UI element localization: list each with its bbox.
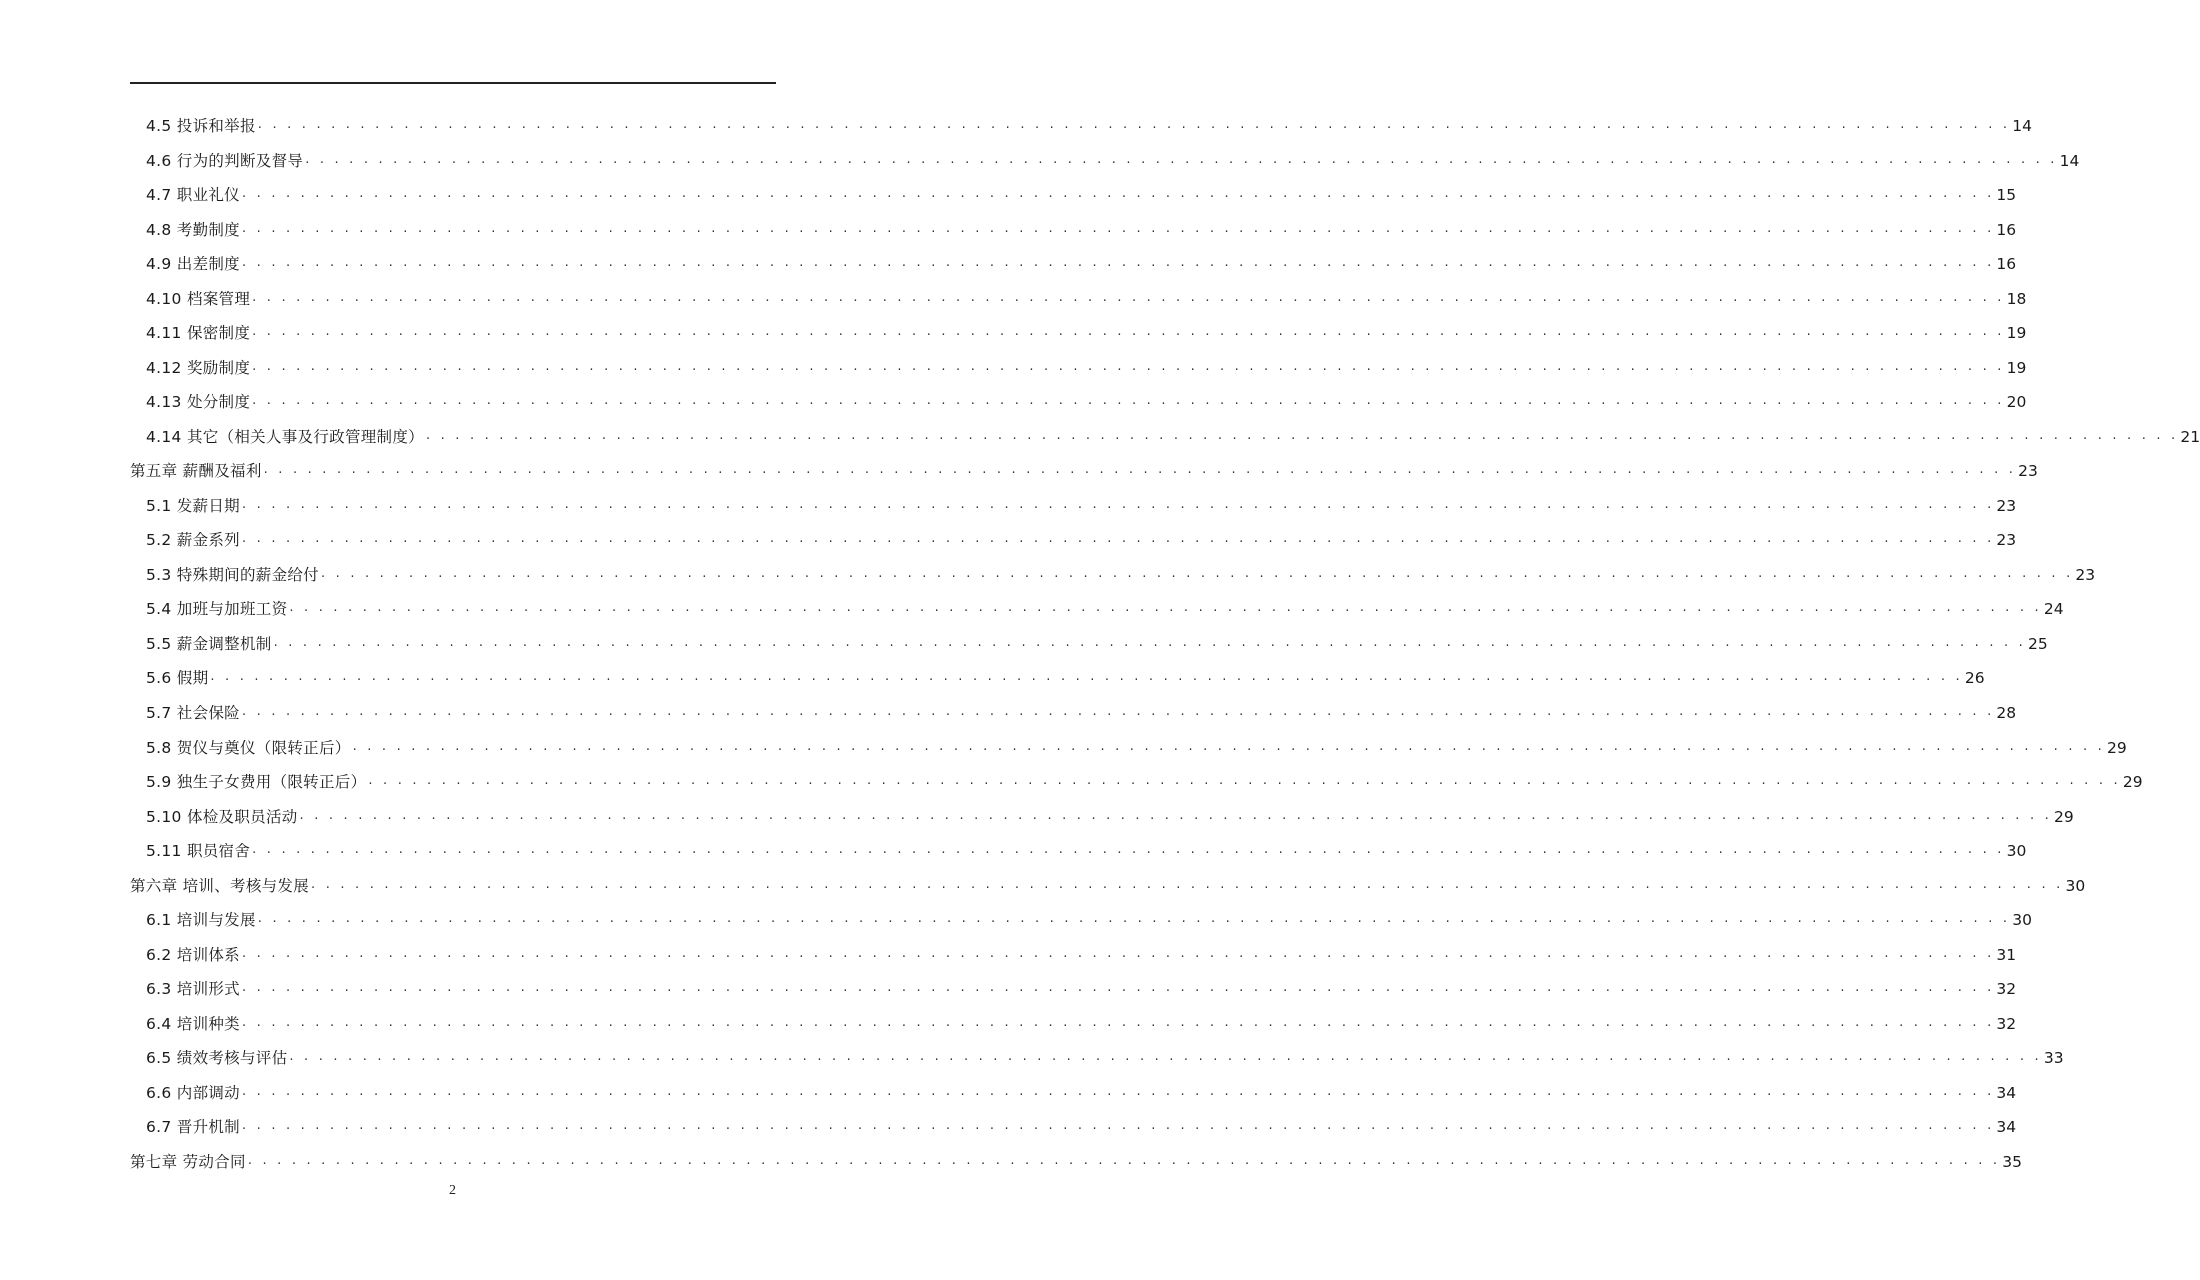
toc-section-entry[interactable] <box>146 522 2017 550</box>
toc-entry-label: 6.6 内部调动 <box>146 1084 240 1102</box>
toc-dot-leader: . . . . . . . . . . . . . . . . . . . . . . . . . . . . . . . . . . . . . . . . . . . . . . . . . . . . . . . . . . . . . . . . . . . . . . . . . . . . . . . . . . . . . . . . . . . . . . . . . . . . . . . . . . . . . . . . . . . . . . . . <box>257 117 2011 132</box>
toc-chapter-entry[interactable] <box>130 868 2086 896</box>
toc-entry-label: 4.7 职业礼仪 <box>146 186 240 204</box>
toc-entry-page: 30 <box>2006 842 2027 860</box>
toc-entry-page: 15 <box>1996 186 2017 204</box>
toc-entry-label: 6.2 培训体系 <box>146 946 240 964</box>
toc-entry-label: 第七章 劳动合同 <box>130 1153 246 1171</box>
toc-dot-leader: . . . . . . . . . . . . . . . . . . . . . . . . . . . . . . . . . . . . . . . . . . . . . . . . . . . . . . . . . . . . . . . . . . . . . . . . . . . . . . . . . . . . . . . . . . . . . . . . . . . . . . . . . . . . . . . . . . . . . . . . <box>263 462 2017 477</box>
toc-entry-label: 5.3 特殊期间的薪金给付 <box>146 566 319 584</box>
toc-entry-label: 5.1 发薪日期 <box>146 497 240 515</box>
toc-entry-label: 4.11 保密制度 <box>146 324 251 342</box>
toc-entry-page: 26 <box>1964 669 1985 687</box>
toc-dot-leader: . . . . . . . . . . . . . . . . . . . . . . . . . . . . . . . . . . . . . . . . . . . . . . . . . . . . . . . . . . . . . . . . . . . . . . . . . . . . . . . . . . . . . . . . . . . . . . . . . . . . . . . . . . . . . . . . . . . . . . . . <box>289 600 2042 615</box>
toc-entry-page: 20 <box>2006 393 2027 411</box>
toc-entry-label: 4.12 奖励制度 <box>146 359 251 377</box>
toc-entry-label: 4.6 行为的判断及督导 <box>146 152 304 170</box>
toc-section-entry[interactable] <box>146 177 2017 205</box>
toc-dot-leader: . . . . . . . . . . . . . . . . . . . . . . . . . . . . . . . . . . . . . . . . . . . . . . . . . . . . . . . . . . . . . . . . . . . . . . . . . . . . . . . . . . . . . . . . . . . . . . . . . . . . . . . . . . . . . . . . . . . . . . . . <box>241 255 1995 270</box>
toc-entry-label: 第六章 培训、考核与发展 <box>130 877 310 895</box>
toc-dot-leader: . . . . . . . . . . . . . . . . . . . . . . . . . . . . . . . . . . . . . . . . . . . . . . . . . . . . . . . . . . . . . . . . . . . . . . . . . . . . . . . . . . . . . . . . . . . . . . . . . . . . . . . . . . . . . . . . . . . . . . . . <box>305 152 2058 167</box>
toc-dot-leader: . . . . . . . . . . . . . . . . . . . . . . . . . . . . . . . . . . . . . . . . . . . . . . . . . . . . . . . . . . . . . . . . . . . . . . . . . . . . . . . . . . . . . . . . . . . . . . . . . . . . . . . . . . . . . . . . . . . . . . . . <box>252 393 2005 408</box>
toc-entry-page: 30 <box>2012 911 2032 929</box>
toc-entry-label: 4.8 考勤制度 <box>146 221 240 239</box>
toc-section-entry[interactable] <box>146 833 2027 861</box>
toc-dot-leader: . . . . . . . . . . . . . . . . . . . . . . . . . . . . . . . . . . . . . . . . . . . . . . . . . . . . . . . . . . . . . . . . . . . . . . . . . . . . . . . . . . . . . . . . . . . . . . . . . . . . . . . . . . . . . . . . . . . . . . . . <box>252 842 2005 857</box>
toc-entry-label: 5.11 职员宿舍 <box>146 842 251 860</box>
toc-entry-page: 34 <box>1996 1118 2017 1136</box>
toc-section-entry[interactable] <box>146 557 2096 585</box>
toc-section-entry[interactable] <box>146 488 2017 516</box>
toc-entry-page: 29 <box>2053 808 2074 826</box>
toc-section-entry[interactable] <box>146 246 2017 274</box>
toc-entry-page: 16 <box>1996 255 2017 273</box>
toc-entry-page: 14 <box>2059 152 2080 170</box>
toc-dot-leader: . . . . . . . . . . . . . . . . . . . . . . . . . . . . . . . . . . . . . . . . . . . . . . . . . . . . . . . . . . . . . . . . . . . . . . . . . . . . . . . . . . . . . . . . . . . . . . . . . . . . . . . . . . . . . . . . . . . . . . . . <box>241 704 1995 719</box>
toc-dot-leader: . . . . . . . . . . . . . . . . . . . . . . . . . . . . . . . . . . . . . . . . . . . . . . . . . . . . . . . . . . . . . . . . . . . . . . . . . . . . . . . . . . . . . . . . . . . . . . . . . . . . . . . . . . . . . . . . . . . . . . . . <box>241 531 1995 546</box>
toc-entry-page: 33 <box>2043 1049 2064 1067</box>
toc-entry-page: 23 <box>2018 462 2038 480</box>
toc-section-entry[interactable] <box>146 695 2017 723</box>
toc-dot-leader: . . . . . . . . . . . . . . . . . . . . . . . . . . . . . . . . . . . . . . . . . . . . . . . . . . . . . . . . . . . . . . . . . . . . . . . . . . . . . . . . . . . . . . . . . . . . . . . . . . . . . . . . . . . . . . . . . . . . . . . . <box>299 808 2052 823</box>
toc-entry-page: 32 <box>1996 1015 2017 1033</box>
toc-section-entry[interactable] <box>146 591 2064 619</box>
toc-entry-page: 28 <box>1996 704 2017 722</box>
toc-dot-leader: . . . . . . . . . . . . . . . . . . . . . . . . . . . . . . . . . . . . . . . . . . . . . . . . . . . . . . . . . . . . . . . . . . . . . . . . . . . . . . . . . . . . . . . . . . . . . . . . . . . . . . . . . . . . . . . . . . . . . . . . <box>311 877 2064 892</box>
toc-section-entry[interactable] <box>146 143 2080 171</box>
toc-entry-page: 18 <box>2006 290 2027 308</box>
toc-entry-label: 5.10 体检及职员活动 <box>146 808 298 826</box>
toc-dot-leader: . . . . . . . . . . . . . . . . . . . . . . . . . . . . . . . . . . . . . . . . . . . . . . . . . . . . . . . . . . . . . . . . . . . . . . . . . . . . . . . . . . . . . . . . . . . . . . . . . . . . . . . . . . . . . . . . . . . . . . . . <box>252 290 2005 305</box>
toc-entry-label: 第五章 薪酬及福利 <box>130 462 262 480</box>
toc-entry-label: 4.13 处分制度 <box>146 393 251 411</box>
toc-entry-label: 4.9 出差制度 <box>146 255 240 273</box>
toc-entry-page: 24 <box>2043 600 2064 618</box>
header-rule <box>130 82 776 84</box>
toc-dot-leader: . . . . . . . . . . . . . . . . . . . . . . . . . . . . . . . . . . . . . . . . . . . . . . . . . . . . . . . . . . . . . . . . . . . . . . . . . . . . . . . . . . . . . . . . . . . . . . . . . . . . . . . . . . . . . . . . . . . . . . . . <box>241 497 1995 512</box>
toc-section-entry[interactable] <box>146 212 2017 240</box>
toc-entry-label: 5.6 假期 <box>146 669 209 687</box>
toc-dot-leader: . . . . . . . . . . . . . . . . . . . . . . . . . . . . . . . . . . . . . . . . . . . . . . . . . . . . . . . . . . . . . . . . . . . . . . . . . . . . . . . . . . . . . . . . . . . . . . . . . . . . . . . . . . . . . . . . . . . . . . . . <box>352 739 2106 754</box>
toc-entry-label: 4.5 投诉和举报 <box>146 117 256 135</box>
toc-entry-page: 25 <box>2028 635 2048 653</box>
toc-section-entry[interactable] <box>146 971 2017 999</box>
toc-entry-page: 23 <box>2075 566 2096 584</box>
toc-section-entry[interactable] <box>146 730 2127 758</box>
toc-dot-leader: . . . . . . . . . . . . . . . . . . . . . . . . . . . . . . . . . . . . . . . . . . . . . . . . . . . . . . . . . . . . . . . . . . . . . . . . . . . . . . . . . . . . . . . . . . . . . . . . . . . . . . . . . . . . . . . . . . . . . . . . <box>273 635 2027 650</box>
toc-entry-page: 29 <box>2122 773 2143 791</box>
toc-section-entry[interactable] <box>146 419 2200 447</box>
toc-entry-label: 6.3 培训形式 <box>146 980 240 998</box>
toc-section-entry[interactable] <box>146 902 2032 930</box>
page-number: 2 <box>449 1183 456 1198</box>
toc-entry-label: 6.1 培训与发展 <box>146 911 256 929</box>
toc-entry-page: 21 <box>2180 428 2200 446</box>
toc-dot-leader: . . . . . . . . . . . . . . . . . . . . . . . . . . . . . . . . . . . . . . . . . . . . . . . . . . . . . . . . . . . . . . . . . . . . . . . . . . . . . . . . . . . . . . . . . . . . . . . . . . . . . . . . . . . . . . . . . . . . . . . . <box>257 911 2011 926</box>
toc-section-entry[interactable] <box>146 764 2143 792</box>
toc-entry-page: 32 <box>1996 980 2017 998</box>
toc-section-entry[interactable] <box>146 660 1985 688</box>
toc-section-entry[interactable] <box>146 315 2027 343</box>
toc-entry-page: 31 <box>1996 946 2017 964</box>
toc-entry-label: 6.5 绩效考核与评估 <box>146 1049 288 1067</box>
toc-entry-page: 29 <box>2107 739 2127 757</box>
toc-section-entry[interactable] <box>146 281 2027 309</box>
toc-dot-leader: . . . . . . . . . . . . . . . . . . . . . . . . . . . . . . . . . . . . . . . . . . . . . . . . . . . . . . . . . . . . . . . . . . . . . . . . . . . . . . . . . . . . . . . . . . . . . . . . . . . . . . . . . . . . . . . . . . . . . . . . <box>252 324 2005 339</box>
toc-section-entry[interactable] <box>146 384 2027 412</box>
toc-dot-leader: . . . . . . . . . . . . . . . . . . . . . . . . . . . . . . . . . . . . . . . . . . . . . . . . . . . . . . . . . . . . . . . . . . . . . . . . . . . . . . . . . . . . . . . . . . . . . . . . . . . . . . . . . . . . . . . . . . . . . . . . <box>241 186 1995 201</box>
toc-section-entry[interactable] <box>146 350 2027 378</box>
toc-dot-leader: . . . . . . . . . . . . . . . . . . . . . . . . . . . . . . . . . . . . . . . . . . . . . . . . . . . . . . . . . . . . . . . . . . . . . . . . . . . . . . . . . . . . . . . . . . . . . . . . . . . . . . . . . . . . . . . . . . . . . . . . <box>241 221 1995 236</box>
toc-entry-page: 23 <box>1996 497 2017 515</box>
toc-entry-label: 4.14 其它（相关人事及行政管理制度） <box>146 428 424 446</box>
toc-dot-leader: . . . . . . . . . . . . . . . . . . . . . . . . . . . . . . . . . . . . . . . . . . . . . . . . . . . . . . . . . . . . . . . . . . . . . . . . . . . . . . . . . . . . . . . . . . . . . . . . . . . . . . . . . . . . . . . . . . . . . . . . <box>210 669 1963 684</box>
toc-dot-leader: . . . . . . . . . . . . . . . . . . . . . . . . . . . . . . . . . . . . . . . . . . . . . . . . . . . . . . . . . . . . . . . . . . . . . . . . . . . . . . . . . . . . . . . . . . . . . . . . . . . . . . . . . . . . . . . . . . . . . . . . <box>252 359 2005 374</box>
toc-entry-page: 23 <box>1996 531 2017 549</box>
toc-entry-label: 5.9 独生子女费用（限转正后） <box>146 773 367 791</box>
toc-chapter-entry[interactable] <box>130 1144 2022 1172</box>
toc-entry-label: 6.7 晋升机制 <box>146 1118 240 1136</box>
toc-section-entry[interactable] <box>146 1006 2017 1034</box>
toc-section-entry[interactable] <box>146 799 2074 827</box>
toc-chapter-entry[interactable] <box>130 453 2038 481</box>
toc-entry-page: 16 <box>1996 221 2017 239</box>
toc-entry-page: 19 <box>2006 359 2027 377</box>
toc-entry-label: 5.4 加班与加班工资 <box>146 600 288 618</box>
toc-dot-leader: . . . . . . . . . . . . . . . . . . . . . . . . . . . . . . . . . . . . . . . . . . . . . . . . . . . . . . . . . . . . . . . . . . . . . . . . . . . . . . . . . . . . . . . . . . . . . . . . . . . . . . . . . . . . . . . . . . . . . . . . <box>241 980 1995 995</box>
toc-entry-page: 14 <box>2012 117 2032 135</box>
toc-entry-page: 30 <box>2065 877 2086 895</box>
toc-entry-label: 4.10 档案管理 <box>146 290 251 308</box>
toc-section-entry[interactable] <box>146 1109 2017 1137</box>
toc-entry-label: 5.8 贺仪与奠仪（限转正后） <box>146 739 351 757</box>
toc-dot-leader: . . . . . . . . . . . . . . . . . . . . . . . . . . . . . . . . . . . . . . . . . . . . . . . . . . . . . . . . . . . . . . . . . . . . . . . . . . . . . . . . . . . . . . . . . . . . . . . . . . . . . . . . . . . . . . . . . . . . . . . . <box>241 1118 1995 1133</box>
toc-section-entry[interactable] <box>146 108 2032 136</box>
toc-dot-leader: . . . . . . . . . . . . . . . . . . . . . . . . . . . . . . . . . . . . . . . . . . . . . . . . . . . . . . . . . . . . . . . . . . . . . . . . . . . . . . . . . . . . . . . . . . . . . . . . . . . . . . . . . . . . . . . . . . . . . . . . <box>289 1049 2042 1064</box>
toc-entry-page: 35 <box>2002 1153 2022 1171</box>
toc-dot-leader: . . . . . . . . . . . . . . . . . . . . . . . . . . . . . . . . . . . . . . . . . . . . . . . . . . . . . . . . . . . . . . . . . . . . . . . . . . . . . . . . . . . . . . . . . . . . . . . . . . . . . . . . . . . . . . . . . . . . . . . . <box>241 1084 1995 1099</box>
toc-section-entry[interactable] <box>146 1075 2017 1103</box>
toc-entry-page: 34 <box>1996 1084 2017 1102</box>
toc-dot-leader: . . . . . . . . . . . . . . . . . . . . . . . . . . . . . . . . . . . . . . . . . . . . . . . . . . . . . . . . . . . . . . . . . . . . . . . . . . . . . . . . . . . . . . . . . . . . . . . . . . . . . . . . . . . . . . . . . . . . . . . . <box>368 773 2121 788</box>
toc-dot-leader: . . . . . . . . . . . . . . . . . . . . . . . . . . . . . . . . . . . . . . . . . . . . . . . . . . . . . . . . . . . . . . . . . . . . . . . . . . . . . . . . . . . . . . . . . . . . . . . . . . . . . . . . . . . . . . . . . . . . . . . . <box>241 946 1995 961</box>
toc-dot-leader: . . . . . . . . . . . . . . . . . . . . . . . . . . . . . . . . . . . . . . . . . . . . . . . . . . . . . . . . . . . . . . . . . . . . . . . . . . . . . . . . . . . . . . . . . . . . . . . . . . . . . . . . . . . . . . . . . . . . . . . . <box>425 428 2179 443</box>
toc-entry-label: 5.2 薪金系列 <box>146 531 240 549</box>
toc-section-entry[interactable] <box>146 626 2048 654</box>
toc-dot-leader: . . . . . . . . . . . . . . . . . . . . . . . . . . . . . . . . . . . . . . . . . . . . . . . . . . . . . . . . . . . . . . . . . . . . . . . . . . . . . . . . . . . . . . . . . . . . . . . . . . . . . . . . . . . . . . . . . . . . . . . . <box>247 1153 2001 1168</box>
toc-dot-leader: . . . . . . . . . . . . . . . . . . . . . . . . . . . . . . . . . . . . . . . . . . . . . . . . . . . . . . . . . . . . . . . . . . . . . . . . . . . . . . . . . . . . . . . . . . . . . . . . . . . . . . . . . . . . . . . . . . . . . . . . <box>241 1015 1995 1030</box>
toc-section-entry[interactable] <box>146 937 2017 965</box>
toc-dot-leader: . . . . . . . . . . . . . . . . . . . . . . . . . . . . . . . . . . . . . . . . . . . . . . . . . . . . . . . . . . . . . . . . . . . . . . . . . . . . . . . . . . . . . . . . . . . . . . . . . . . . . . . . . . . . . . . . . . . . . . . . <box>320 566 2074 581</box>
toc-entry-page: 19 <box>2006 324 2027 342</box>
toc-entry-label: 5.7 社会保险 <box>146 704 240 722</box>
toc-entry-label: 5.5 薪金调整机制 <box>146 635 272 653</box>
toc-section-entry[interactable] <box>146 1040 2064 1068</box>
toc-entry-label: 6.4 培训种类 <box>146 1015 240 1033</box>
